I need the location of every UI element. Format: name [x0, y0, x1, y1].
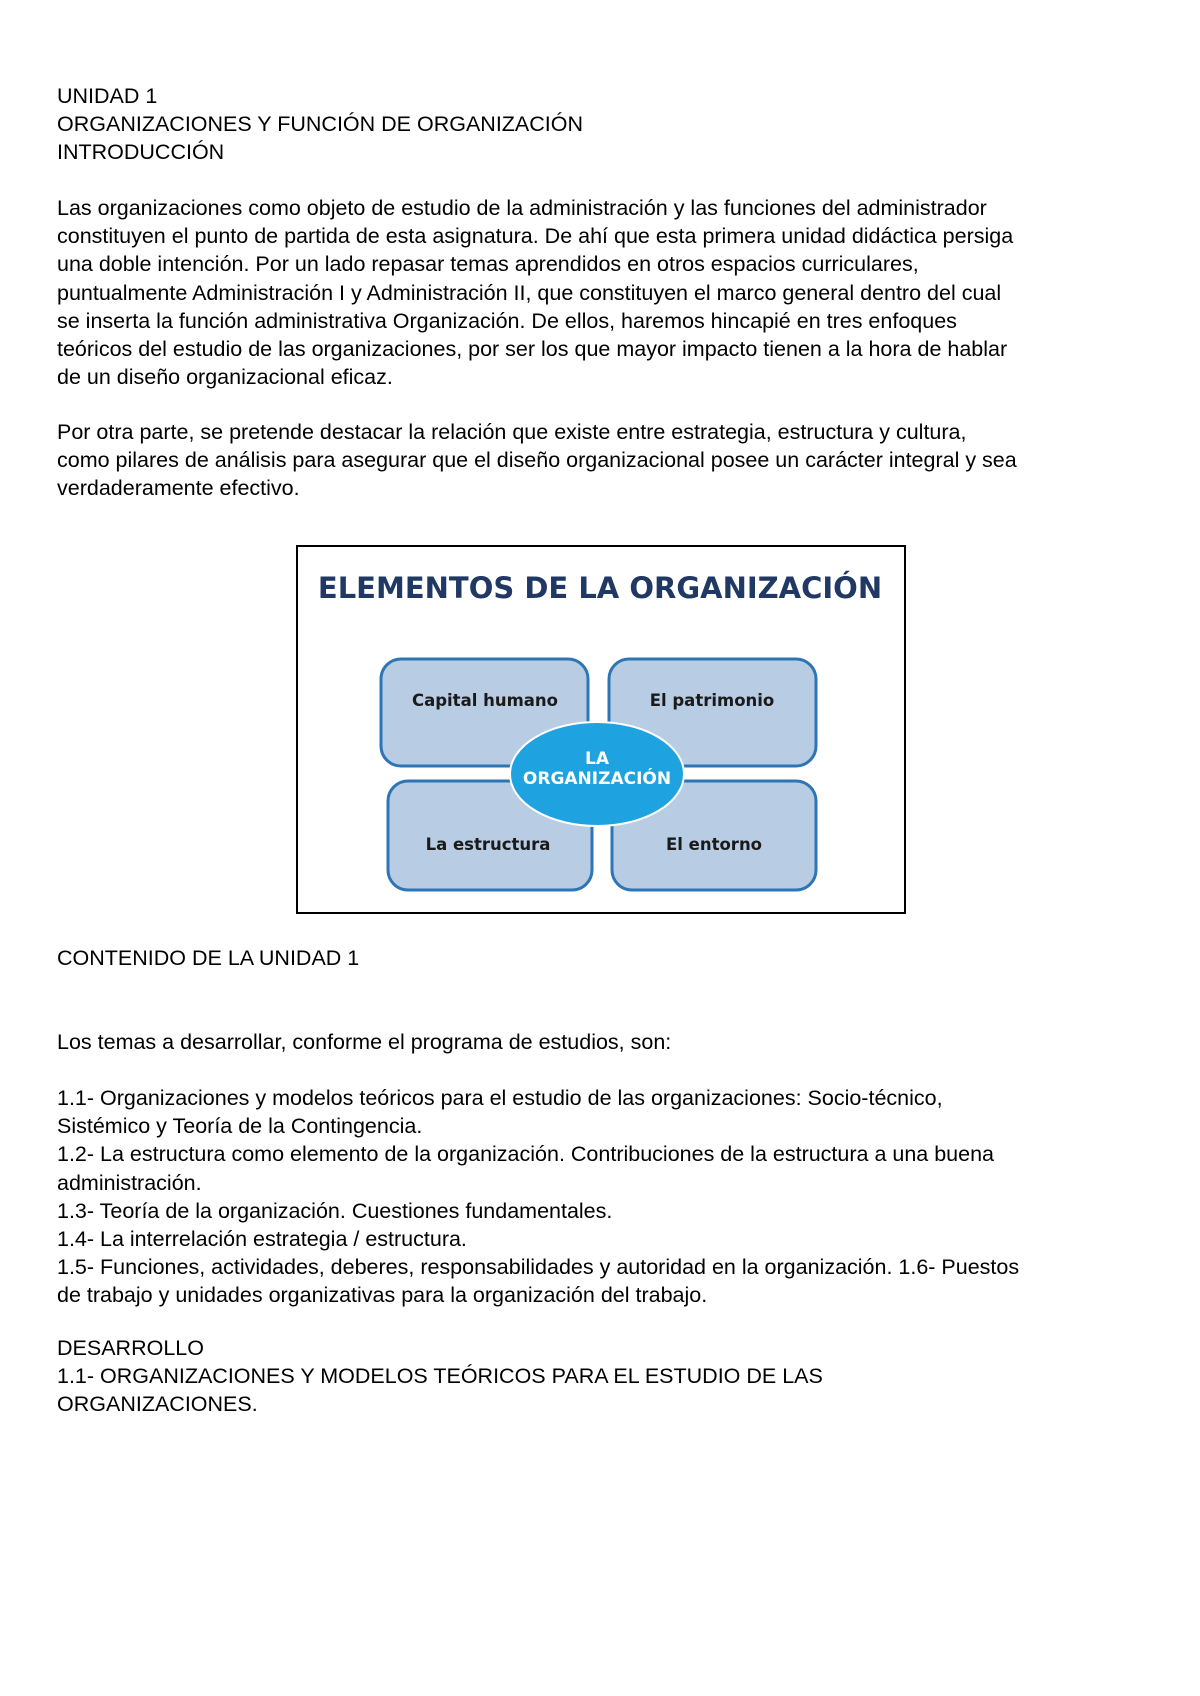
organization-diagram	[298, 547, 903, 911]
temas-list	[57, 1084, 1157, 1310]
temas-intro-line: Los temas a desarrollar, conforme el programa de estudios, son:	[57, 1030, 672, 1054]
desarrollo-heading: DESARROLLO	[57, 1336, 204, 1360]
desarrollo-subheading: ORGANIZACIONES.	[57, 1392, 258, 1417]
contenido-heading: CONTENIDO DE LA UNIDAD 1	[57, 946, 360, 970]
unit-label: UNIDAD 1	[57, 84, 158, 108]
contenido-section	[57, 944, 1157, 972]
list-item: administración.	[57, 1170, 202, 1195]
desarrollo-subheading: 1.1- ORGANIZACIONES Y MODELOS TEÓRICOS PARA EL ESTUDIO DE LAS	[57, 1364, 823, 1389]
list-item: Sistémico y Teoría de la Contingencia.	[57, 1114, 423, 1139]
center-label-line2: ORGANIZACIÓN	[522, 769, 672, 789]
capital-humano-label: Capital humano	[411, 691, 559, 710]
organization-elements-figure	[296, 545, 906, 914]
paragraph-line: se inserta la función administrativa Organización. De ellos, haremos hincapié en tres enfoques	[57, 308, 957, 333]
list-item: 1.4- La interrelación estrategia / estructura.	[57, 1227, 467, 1252]
list-item: 1.5- Funciones, actividades, deberes, responsabilidades y autoridad en la organización. 1.6- Puestos	[57, 1255, 1020, 1280]
paragraph-line: verdaderamente efectivo.	[57, 476, 300, 501]
paragraph-line: teóricos del estudio de las organizaciones, por ser los que mayor impacto tienen a la hora de hablar	[57, 337, 1008, 362]
figure-title: ELEMENTOS DE LA ORGANIZACIÓN	[317, 571, 883, 605]
desarrollo-section	[57, 1334, 1157, 1419]
paragraph-line: como pilares de análisis para asegurar que el diseño organizacional posee un carácter integral y sea	[57, 448, 1017, 473]
entorno-label: El entorno	[665, 835, 763, 854]
temas-intro	[57, 1028, 1157, 1056]
paragraph-line: constituyen el punto de partida de esta asignatura. De ahí que esta primera unidad didáctica persiga	[57, 224, 1014, 249]
paragraph-line: Por otra parte, se pretende destacar la relación que existe entre estrategia, estructura y cultura,	[57, 420, 967, 444]
list-item: 1.2- La estructura como elemento de la organización. Contribuciones de la estructura a una buena	[57, 1142, 995, 1167]
intro-paragraph-2	[57, 418, 1157, 503]
paragraph-line: Las organizaciones como objeto de estudio de la administración y las funciones del administrador	[57, 196, 987, 220]
estructura-label: La estructura	[425, 835, 551, 854]
unit-title: ORGANIZACIONES Y FUNCIÓN DE ORGANIZACIÓN	[57, 112, 584, 137]
paragraph-line: puntualmente Administración I y Administración II, que constituyen el marco general dentro del cual	[57, 280, 1002, 305]
paragraph-line: de un diseño organizacional eficaz.	[57, 365, 393, 390]
list-item: de trabajo y unidades organizativas para la organización del trabajo.	[57, 1283, 708, 1308]
list-item: 1.3- Teoría de la organización. Cuestiones fundamentales.	[57, 1198, 613, 1223]
list-item: 1.1- Organizaciones y modelos teóricos para el estudio de las organizaciones: Socio-técnico,	[57, 1086, 943, 1110]
center-label-line1: LA	[585, 749, 609, 769]
section-label: INTRODUCCIÓN	[57, 140, 225, 165]
intro-paragraph-1	[57, 194, 1157, 391]
patrimonio-label: El patrimonio	[649, 691, 775, 710]
paragraph-line: una doble intención. Por un lado repasar temas aprendidos en otros espacios curriculares,	[57, 252, 919, 277]
document-header	[57, 82, 1157, 167]
